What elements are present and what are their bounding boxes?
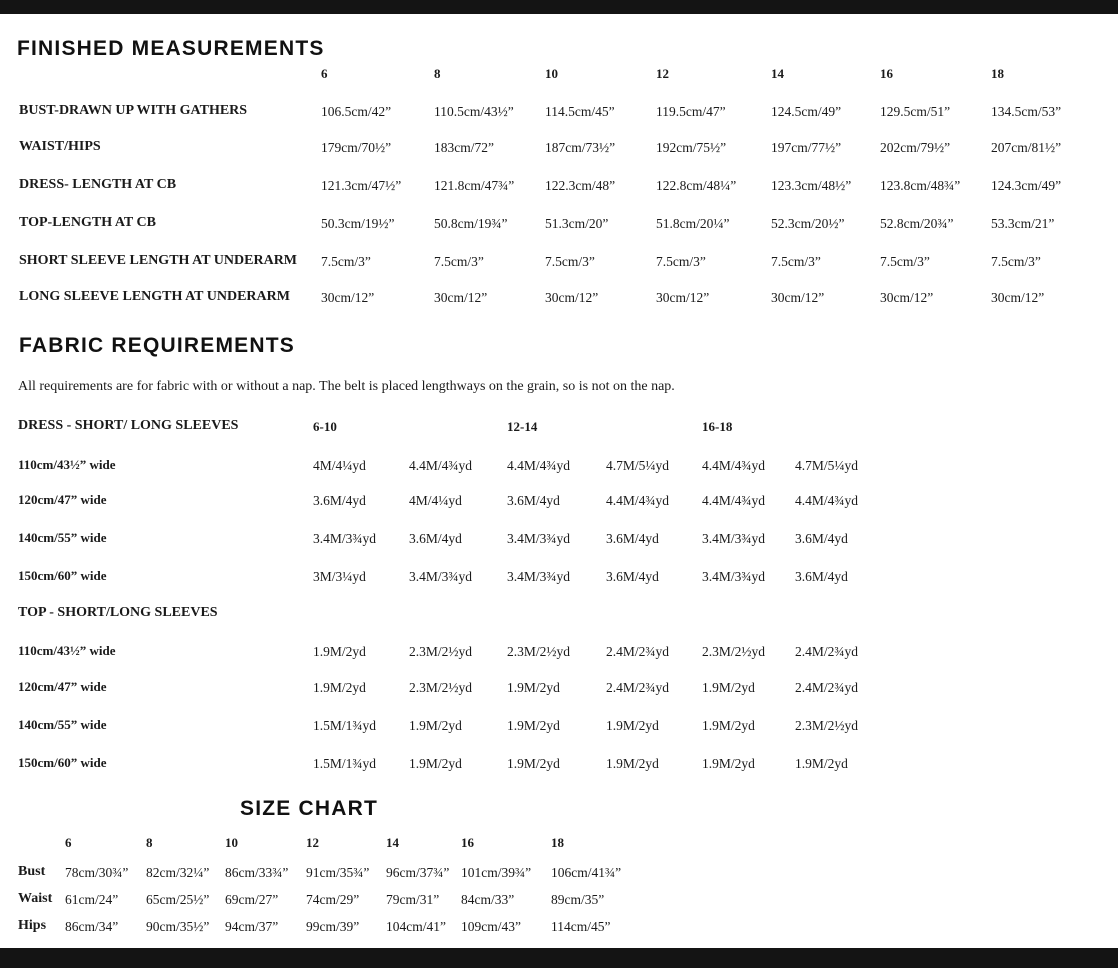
fm-cell: 121.8cm/47¾” xyxy=(434,178,515,193)
sc-cell: 74cm/29” xyxy=(306,892,360,907)
dress-cell: 4.4M/4¾yd xyxy=(795,493,859,508)
fm-cell: 30cm/12” xyxy=(991,290,1045,305)
dress-cell: 4M/4¼yd xyxy=(409,493,462,508)
dress-cell: 4M/4¼yd xyxy=(313,458,366,473)
fm-cell: 207cm/81½” xyxy=(991,140,1062,155)
top-cell: 1.9M/2yd xyxy=(409,756,462,771)
fm-cell: 197cm/77½” xyxy=(771,140,842,155)
fm-size-18: 18 xyxy=(991,66,1004,81)
fm-cell: 134.5cm/53” xyxy=(991,104,1062,119)
fm-cell: 30cm/12” xyxy=(434,290,488,305)
sc-cell: 106cm/41¾” xyxy=(551,865,622,880)
fm-size-6: 6 xyxy=(321,66,328,81)
fm-cell: 7.5cm/3” xyxy=(321,254,371,269)
sc-cell: 91cm/35¾” xyxy=(306,865,370,880)
dress-cell: 3.6M/4yd xyxy=(313,493,366,508)
fm-cell: 7.5cm/3” xyxy=(545,254,595,269)
top-cell: 2.4M/2¾yd xyxy=(606,680,670,695)
top-cell: 2.3M/2½yd xyxy=(507,644,571,659)
fm-cell: 7.5cm/3” xyxy=(434,254,484,269)
dress-section-label: DRESS - SHORT/ LONG SLEEVES xyxy=(18,418,239,433)
dress-row-label: 110cm/43½” wide xyxy=(18,457,116,472)
fm-cell: 119.5cm/47” xyxy=(656,104,726,119)
dress-cell: 4.4M/4¾yd xyxy=(606,493,670,508)
fm-cell: 52.3cm/20½” xyxy=(771,216,845,231)
bottom-border xyxy=(0,948,1118,968)
sc-cell: 86cm/34” xyxy=(65,919,119,934)
dress-cell: 3.4M/3¾yd xyxy=(702,569,766,584)
dress-cell: 3.4M/3¾yd xyxy=(409,569,473,584)
dress-cell: 4.4M/4¾yd xyxy=(702,458,766,473)
fm-cell: 110.5cm/43½” xyxy=(434,104,514,119)
fm-cell: 50.3cm/19½” xyxy=(321,216,395,231)
sc-size-8: 8 xyxy=(146,835,153,850)
fabric-requirements-title: FABRIC REQUIREMENTS xyxy=(19,334,295,357)
fm-cell: 53.3cm/21” xyxy=(991,216,1055,231)
top-cell: 1.9M/2yd xyxy=(702,756,755,771)
fm-cell: 50.8cm/19¾” xyxy=(434,216,508,231)
fm-cell: 106.5cm/42” xyxy=(321,104,392,119)
sc-cell: 89cm/35” xyxy=(551,892,605,907)
top-cell: 1.9M/2yd xyxy=(507,756,560,771)
sc-cell: 65cm/25½” xyxy=(146,892,210,907)
fm-cell: 51.8cm/20¼” xyxy=(656,216,730,231)
top-cell: 1.9M/2yd xyxy=(795,756,848,771)
sc-cell: 86cm/33¾” xyxy=(225,865,289,880)
dress-row-label: 120cm/47” wide xyxy=(18,492,107,507)
dress-cell: 3.6M/4yd xyxy=(606,569,659,584)
dress-cell: 4.7M/5¼yd xyxy=(795,458,859,473)
fm-cell: 30cm/12” xyxy=(656,290,710,305)
fm-cell: 7.5cm/3” xyxy=(656,254,706,269)
sc-cell: 90cm/35½” xyxy=(146,919,210,934)
fm-cell: 183cm/72” xyxy=(434,140,494,155)
dress-cell: 4.4M/4¾yd xyxy=(507,458,571,473)
sc-row-label: Waist xyxy=(18,891,53,906)
sc-cell: 114cm/45” xyxy=(551,919,611,934)
sc-row-label: Hips xyxy=(18,918,47,933)
top-cell: 1.9M/2yd xyxy=(313,680,366,695)
sc-size-12: 12 xyxy=(306,835,319,850)
fm-cell: 7.5cm/3” xyxy=(880,254,930,269)
top-cell: 2.3M/2½yd xyxy=(702,644,766,659)
fm-size-16: 16 xyxy=(880,66,893,81)
fm-cell: 187cm/73½” xyxy=(545,140,616,155)
fm-cell: 30cm/12” xyxy=(321,290,375,305)
dress-cell: 3.4M/3¾yd xyxy=(507,569,571,584)
fm-cell: 30cm/12” xyxy=(771,290,825,305)
sc-row-label: Bust xyxy=(18,864,46,879)
dress-cell: 4.4M/4¾yd xyxy=(409,458,473,473)
dress-row-label: 150cm/60” wide xyxy=(18,568,107,583)
fm-cell: 122.8cm/48¼” xyxy=(656,178,737,193)
fm-row-label: BUST-DRAWN UP WITH GATHERS xyxy=(19,103,248,118)
sc-cell: 104cm/41” xyxy=(386,919,446,934)
fm-cell: 121.3cm/47½” xyxy=(321,178,402,193)
top-cell: 1.9M/2yd xyxy=(313,644,366,659)
fm-row-label: TOP-LENGTH AT CB xyxy=(19,215,156,230)
top-row-label: 110cm/43½” wide xyxy=(18,643,116,658)
fm-cell: 124.5cm/49” xyxy=(771,104,842,119)
top-cell: 1.9M/2yd xyxy=(702,718,755,733)
fm-cell: 192cm/75½” xyxy=(656,140,727,155)
dress-cell: 3.4M/3¾yd xyxy=(702,531,766,546)
top-cell: 1.5M/1¾yd xyxy=(313,718,377,733)
top-cell: 2.4M/2¾yd xyxy=(795,644,859,659)
dress-cell: 3.6M/4yd xyxy=(795,569,848,584)
dress-cell: 3.4M/3¾yd xyxy=(507,531,571,546)
sc-cell: 84cm/33” xyxy=(461,892,515,907)
fm-cell: 7.5cm/3” xyxy=(771,254,821,269)
fm-size-8: 8 xyxy=(434,66,441,81)
fm-row-label: WAIST/HIPS xyxy=(19,139,101,154)
top-cell: 2.4M/2¾yd xyxy=(795,680,859,695)
top-cell: 1.5M/1¾yd xyxy=(313,756,377,771)
sc-cell: 82cm/32¼” xyxy=(146,865,210,880)
fm-cell: 123.8cm/48¾” xyxy=(880,178,961,193)
finished-measurements-title: FINISHED MEASUREMENTS xyxy=(17,37,325,60)
sc-size-18: 18 xyxy=(551,835,564,850)
top-row-label: 120cm/47” wide xyxy=(18,679,107,694)
fm-row-label: SHORT SLEEVE LENGTH AT UNDERARM xyxy=(19,253,298,268)
size-group-16-18: 16-18 xyxy=(702,419,733,434)
sc-cell: 101cm/39¾” xyxy=(461,865,532,880)
size-group-6-10: 6-10 xyxy=(313,419,337,434)
fm-cell: 202cm/79½” xyxy=(880,140,951,155)
fm-row-label: DRESS- LENGTH AT CB xyxy=(19,177,177,192)
dress-cell: 3M/3¼yd xyxy=(313,569,366,584)
top-cell: 2.3M/2½yd xyxy=(409,680,473,695)
sc-cell: 69cm/27” xyxy=(225,892,279,907)
dress-cell: 3.6M/4yd xyxy=(795,531,848,546)
fabric-requirements-note: All requirements are for fabric with or without a nap. The belt is placed lengthways on the grain, so is not on the nap. xyxy=(18,379,675,394)
sc-size-16: 16 xyxy=(461,835,474,850)
fm-cell: 123.3cm/48½” xyxy=(771,178,852,193)
sc-size-10: 10 xyxy=(225,835,238,850)
fm-cell: 30cm/12” xyxy=(880,290,934,305)
dress-cell: 3.6M/4yd xyxy=(409,531,462,546)
top-cell: 1.9M/2yd xyxy=(507,680,560,695)
sc-cell: 61cm/24” xyxy=(65,892,119,907)
top-cell: 2.3M/2½yd xyxy=(409,644,473,659)
top-cell: 1.9M/2yd xyxy=(507,718,560,733)
fm-size-12: 12 xyxy=(656,66,669,81)
fm-cell: 30cm/12” xyxy=(545,290,599,305)
sc-cell: 78cm/30¾” xyxy=(65,865,129,880)
fm-cell: 124.3cm/49” xyxy=(991,178,1062,193)
top-cell: 1.9M/2yd xyxy=(606,756,659,771)
top-cell: 1.9M/2yd xyxy=(606,718,659,733)
size-chart-title: SIZE CHART xyxy=(240,797,378,820)
dress-cell: 4.4M/4¾yd xyxy=(702,493,766,508)
sc-size-6: 6 xyxy=(65,835,72,850)
sc-cell: 94cm/37” xyxy=(225,919,279,934)
fm-cell: 129.5cm/51” xyxy=(880,104,951,119)
fm-cell: 122.3cm/48” xyxy=(545,178,616,193)
top-cell: 2.3M/2½yd xyxy=(795,718,859,733)
dress-cell: 4.7M/5¼yd xyxy=(606,458,670,473)
top-cell: 1.9M/2yd xyxy=(409,718,462,733)
sc-size-14: 14 xyxy=(386,835,399,850)
dress-cell: 3.4M/3¾yd xyxy=(313,531,377,546)
fm-size-14: 14 xyxy=(771,66,784,81)
top-section-label: TOP - SHORT/LONG SLEEVES xyxy=(18,605,218,620)
fm-cell: 179cm/70½” xyxy=(321,140,392,155)
top-cell: 1.9M/2yd xyxy=(702,680,755,695)
top-row-label: 140cm/55” wide xyxy=(18,717,107,732)
dress-row-label: 140cm/55” wide xyxy=(18,530,107,545)
size-group-12-14: 12-14 xyxy=(507,419,538,434)
sc-cell: 96cm/37¾” xyxy=(386,865,450,880)
dress-cell: 3.6M/4yd xyxy=(507,493,560,508)
sc-cell: 109cm/43” xyxy=(461,919,521,934)
fm-cell: 114.5cm/45” xyxy=(545,104,615,119)
fm-size-10: 10 xyxy=(545,66,558,81)
fm-row-label: LONG SLEEVE LENGTH AT UNDERARM xyxy=(19,289,290,304)
dress-cell: 3.6M/4yd xyxy=(606,531,659,546)
top-border xyxy=(0,0,1118,14)
fm-cell: 51.3cm/20” xyxy=(545,216,609,231)
fm-cell: 7.5cm/3” xyxy=(991,254,1041,269)
fm-cell: 52.8cm/20¾” xyxy=(880,216,954,231)
sc-cell: 79cm/31” xyxy=(386,892,440,907)
top-cell: 2.4M/2¾yd xyxy=(606,644,670,659)
sc-cell: 99cm/39” xyxy=(306,919,360,934)
top-row-label: 150cm/60” wide xyxy=(18,755,107,770)
